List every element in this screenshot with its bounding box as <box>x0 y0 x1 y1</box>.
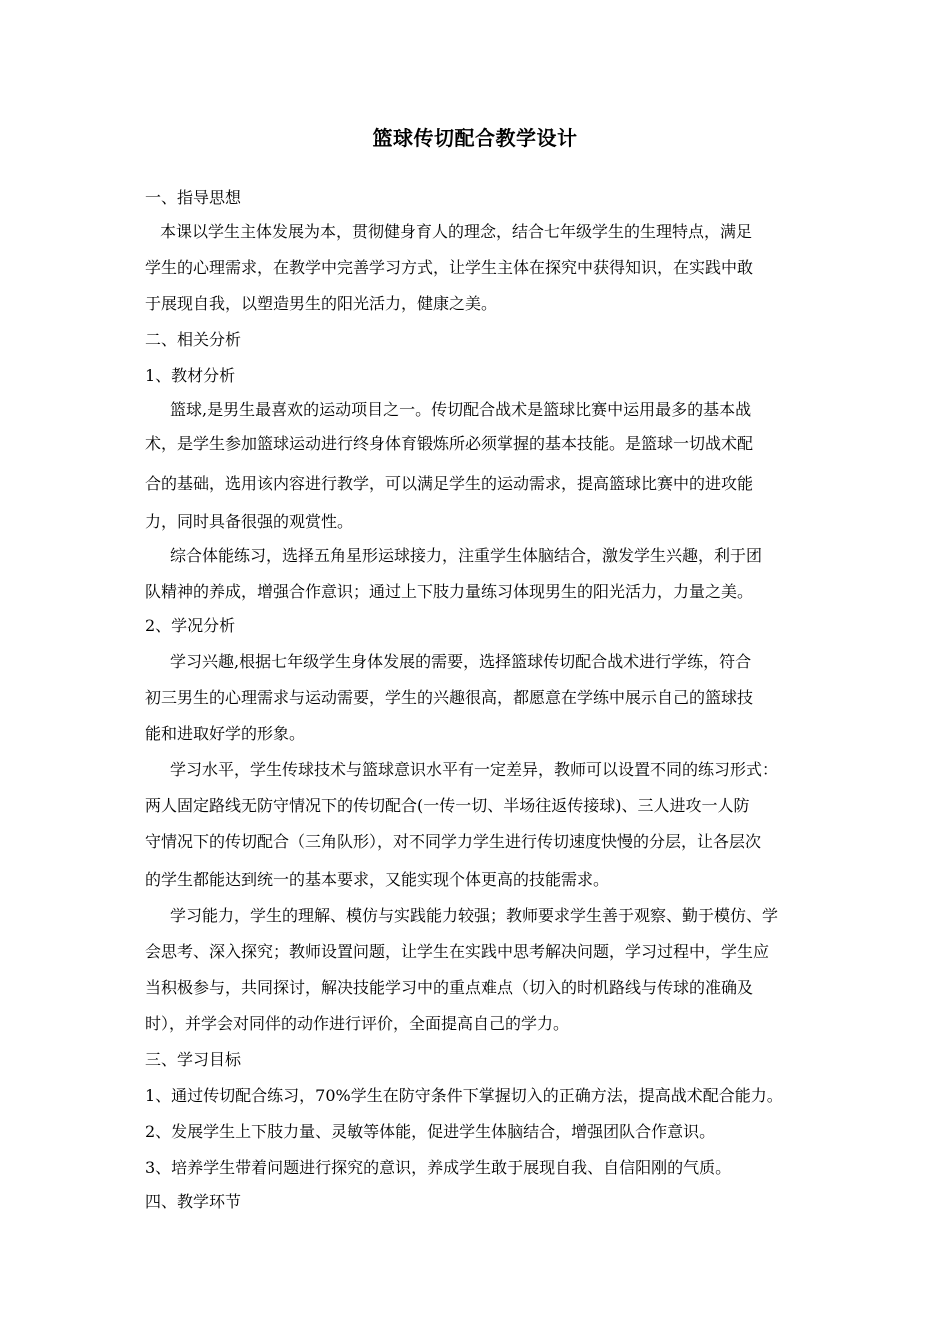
goal-item: 3、培养学生带着问题进行探究的意识，养成学生敢于展现自我、自信阳刚的气质。 <box>145 1158 732 1177</box>
paragraph-line: 当积极参与，共同探讨，解决技能学习中的重点难点（切入的时机路线与传球的准确及 <box>145 978 754 997</box>
paragraph-line: 两人固定路线无防守情况下的传切配合(一传一切、半场往返传接球)、三人进攻一人防 <box>145 796 750 815</box>
paragraph-line: 综合体能练习，选择五角星形运球接力，注重学生体脑结合，激发学生兴趣，利于团 <box>170 546 763 565</box>
paragraph-line: 初三男生的心理需求与运动需要，学生的兴趣很高，都愿意在学练中展示自己的篮球技 <box>145 688 754 707</box>
paragraph-line: 守情况下的传切配合（三角队形），对不同学力学生进行传切速度快慢的分层，让各层次 <box>145 832 762 851</box>
paragraph-line: 合的基础，选用该内容进行教学，可以满足学生的运动需求，提高篮球比赛中的进攻能 <box>145 474 754 493</box>
document-title: 篮球传切配合教学设计 <box>372 126 578 150</box>
paragraph-line: 篮球,是男生最喜欢的运动项目之一。传切配合战术是篮球比赛中运用最多的基本战 <box>170 400 752 419</box>
section-heading-guiding-thought: 一、指导思想 <box>145 188 242 207</box>
subsection-heading-learner-analysis: 2、学况分析 <box>145 616 236 635</box>
paragraph-line: 的学生都能达到统一的基本要求，又能实现个体更高的技能需求。 <box>145 870 610 889</box>
subsection-heading-material: 1、教材分析 <box>145 366 236 385</box>
paragraph-line: 本课以学生主体发展为本，贯彻健身育人的理念，结合七年级学生的生理特点，满足 <box>160 222 753 241</box>
paragraph-line: 术，是学生参加篮球运动进行终身体育锻炼所必须掌握的基本技能。是篮球一切战术配 <box>145 434 754 453</box>
paragraph-line: 学习能力，学生的理解、模仿与实践能力较强；教师要求学生善于观察、勤于模仿、学 <box>170 906 779 925</box>
section-heading-analysis: 二、相关分析 <box>145 330 242 349</box>
paragraph-line: 能和进取好学的形象。 <box>145 724 306 743</box>
goal-item: 2、发展学生上下肢力量、灵敏等体能，促进学生体脑结合，增强团队合作意识。 <box>145 1122 716 1141</box>
paragraph-line: 学习水平，学生传球技术与篮球意识水平有一定差异，教师可以设置不同的练习形式： <box>170 760 779 779</box>
paragraph-line: 时），并学会对同伴的动作进行评价，全面提高自己的学力。 <box>145 1014 570 1033</box>
paragraph-line: 力，同时具备很强的观赏性。 <box>145 512 354 531</box>
paragraph-line: 学生的心理需求，在教学中完善学习方式，让学生主体在探究中获得知识，在实践中敢 <box>145 258 754 277</box>
paragraph-line: 于展现自我，以塑造男生的阳光活力，健康之美。 <box>145 294 498 313</box>
section-heading-learning-goals: 三、学习目标 <box>145 1050 242 1069</box>
paragraph-line: 学习兴趣,根据七年级学生身体发展的需要，选择篮球传切配合战术进行学练，符合 <box>170 652 752 671</box>
paragraph-line: 会思考、深入探究；教师设置问题，让学生在实践中思考解决问题，学习过程中，学生应 <box>145 942 770 961</box>
goal-item: 1、通过传切配合练习，70%学生在防守条件下掌握切入的正确方法，提高战术配合能力。 <box>145 1086 783 1105</box>
paragraph-line: 队精神的养成，增强合作意识；通过上下肢力量练习体现男生的阳光活力，力量之美。 <box>145 582 754 601</box>
section-heading-teaching-steps: 四、教学环节 <box>145 1192 242 1211</box>
